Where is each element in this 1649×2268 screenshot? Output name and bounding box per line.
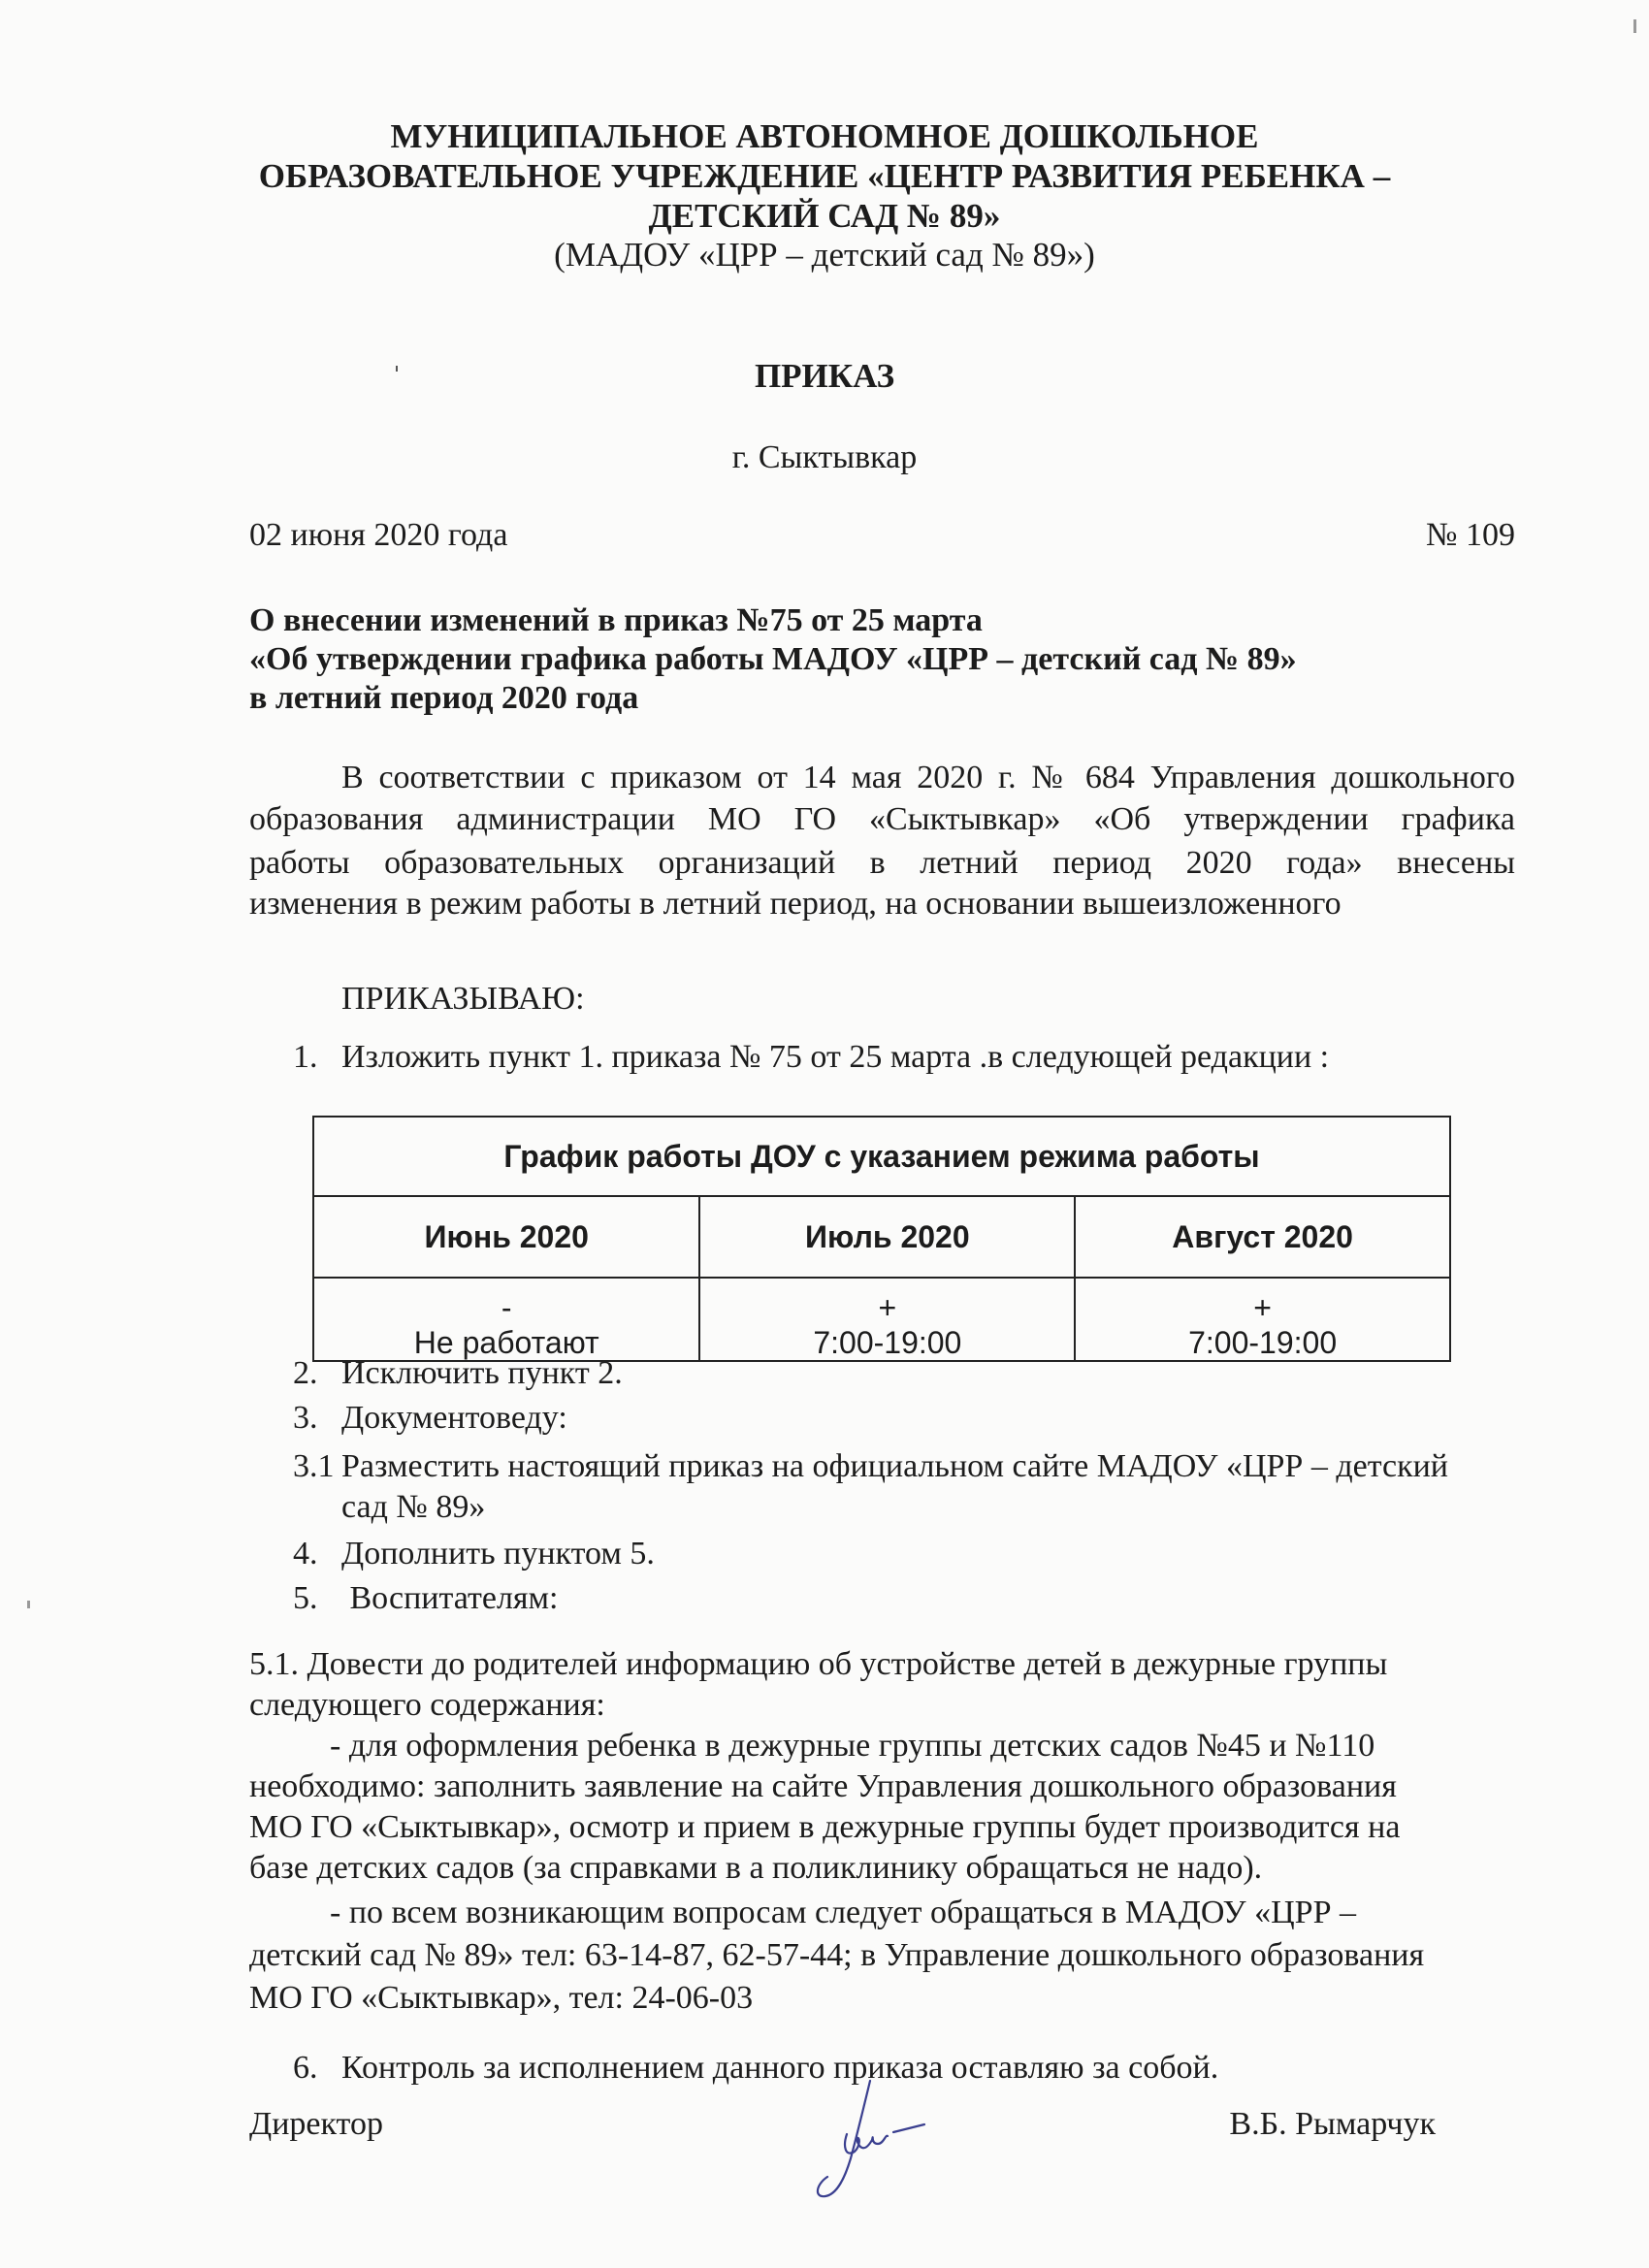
scan-speck xyxy=(1633,19,1636,33)
list-item-number: 4. xyxy=(293,1536,318,1571)
signatory-position: Директор xyxy=(249,2106,383,2142)
preamble-line-4: изменения в режим работы в летний период, на основании вышеизложенного xyxy=(249,886,1342,922)
subitem-5-1-line-1: 5.1. Довести до родителей информацию об устройстве детей в дежурные группы xyxy=(249,1646,1388,1682)
subitem-5-1-line-8: детский сад № 89» тел: 63-14-87, 62-57-44; в Управление дошкольного образования xyxy=(249,1937,1425,1973)
subitem-5-1-line-6: базе детских садов (за справками в а поликлинику обращаться не надо). xyxy=(249,1850,1263,1886)
table-cell-july xyxy=(699,1278,1075,1361)
list-item-text: Разместить настоящий приказ на официальном сайте МАДОУ «ЦРР – детский xyxy=(341,1448,1448,1484)
list-item-number: 3.1 xyxy=(293,1448,335,1484)
document-type: ПРИКАЗ xyxy=(754,357,895,395)
subject-line-3: в летний период 2020 года xyxy=(249,680,639,716)
preamble-line-2: образования администрации МО ГО «Сыктывкар» «Об утверждении графика xyxy=(249,801,1515,837)
table-title: График работы ДОУ с указанием режима работы xyxy=(313,1117,1450,1196)
table-title-row xyxy=(313,1117,1450,1196)
list-item-text: Дополнить пунктом 5. xyxy=(341,1536,655,1571)
subject-line-2: «Об утверждении графика работы МАДОУ «ЦРР – детский сад № 89» xyxy=(249,641,1297,677)
list-item-number: 1. xyxy=(293,1039,318,1075)
table-cell-august xyxy=(1075,1278,1450,1361)
cell-mark: - xyxy=(501,1290,512,1325)
city: г. Сыктывкар xyxy=(731,439,918,475)
table-header-row xyxy=(313,1196,1450,1278)
list-item-3-1-continued: сад № 89» xyxy=(341,1489,486,1525)
subitem-5-1-line-2: следующего содержания: xyxy=(249,1687,605,1723)
preamble-line-1: В соответствии с приказом от 14 мая 2020 г. № 684 Управления дошкольного xyxy=(341,760,1515,795)
table-cell-june xyxy=(313,1278,699,1361)
cell-mark: + xyxy=(878,1290,897,1325)
scan-speck xyxy=(396,366,398,372)
list-item-6 xyxy=(293,2049,1218,2088)
table-row xyxy=(313,1278,1450,1361)
org-name-line-2: ОБРАЗОВАТЕЛЬНОЕ УЧРЕЖДЕНИЕ «ЦЕНТР РАЗВИТИЯ РЕБЕНКА – xyxy=(258,157,1391,195)
column-header-june: Июнь 2020 xyxy=(313,1196,699,1278)
list-item-number: 2. xyxy=(293,1355,318,1391)
org-name-line-1: МУНИЦИПАЛЬНОЕ АВТОНОМНОЕ ДОШКОЛЬНОЕ xyxy=(390,117,1259,155)
list-item-2 xyxy=(293,1354,623,1393)
subject-line-1: О внесении изменений в приказ №75 от 25 марта xyxy=(249,602,983,638)
column-header-july: Июль 2020 xyxy=(699,1196,1075,1278)
order-date: 02 июня 2020 года xyxy=(249,517,508,553)
subitem-5-1-line-9: МО ГО «Сыктывкар», тел: 24-06-03 xyxy=(249,1980,754,2016)
scan-speck xyxy=(27,1601,30,1608)
subitem-5-1-line-5: МО ГО «Сыктывкар», осмотр и прием в дежурные группы будет производится на xyxy=(249,1809,1401,1845)
cell-value: 7:00-19:00 xyxy=(813,1325,962,1360)
org-abbreviation: (МАДОУ «ЦРР – детский сад № 89») xyxy=(554,236,1095,274)
list-item-text: Воспитателям: xyxy=(341,1580,559,1616)
list-item-1 xyxy=(293,1038,1329,1077)
list-item-number: 5. xyxy=(293,1580,318,1616)
org-name-line-3: ДЕТСКИЙ САД № 89» xyxy=(648,197,1001,235)
list-item-5 xyxy=(293,1579,559,1618)
schedule-table xyxy=(312,1116,1451,1362)
handwritten-signature xyxy=(800,2076,965,2202)
list-item-text: Документоведу: xyxy=(341,1400,567,1436)
subitem-5-1-line-3: - для оформления ребенка в дежурные группы детских садов №45 и №110 xyxy=(330,1728,1375,1764)
list-item-3 xyxy=(293,1399,567,1438)
subitem-5-1-line-7: - по всем возникающим вопросам следует обращаться в МАДОУ «ЦРР – xyxy=(330,1895,1356,1930)
preamble-line-3: работы образовательных организаций в летний период 2020 года» внесены xyxy=(249,845,1515,881)
list-item-text: Исключить пункт 2. xyxy=(341,1355,623,1391)
list-item-3-1 xyxy=(293,1447,1448,1486)
list-item-number: 6. xyxy=(293,2050,318,2086)
cell-value: 7:00-19:00 xyxy=(1188,1325,1338,1360)
list-item-number: 3. xyxy=(293,1400,318,1436)
cell-value: Не работают xyxy=(413,1325,599,1360)
column-header-august: Август 2020 xyxy=(1075,1196,1450,1278)
cell-mark: + xyxy=(1253,1290,1272,1325)
signatory-name: В.Б. Рымарчук xyxy=(1229,2106,1436,2142)
list-item-4 xyxy=(293,1535,655,1573)
subitem-5-1-line-4: необходимо: заполнить заявление на сайте Управления дошкольного образования xyxy=(249,1768,1397,1804)
list-item-text: Изложить пункт 1. приказа № 75 от 25 марта .в следующей редакции : xyxy=(341,1039,1330,1075)
order-number: № 109 xyxy=(1426,517,1515,553)
list-item-text: Контроль за исполнением данного приказа оставляю за собой. xyxy=(341,2050,1219,2086)
order-word: ПРИКАЗЫВАЮ: xyxy=(341,981,585,1017)
